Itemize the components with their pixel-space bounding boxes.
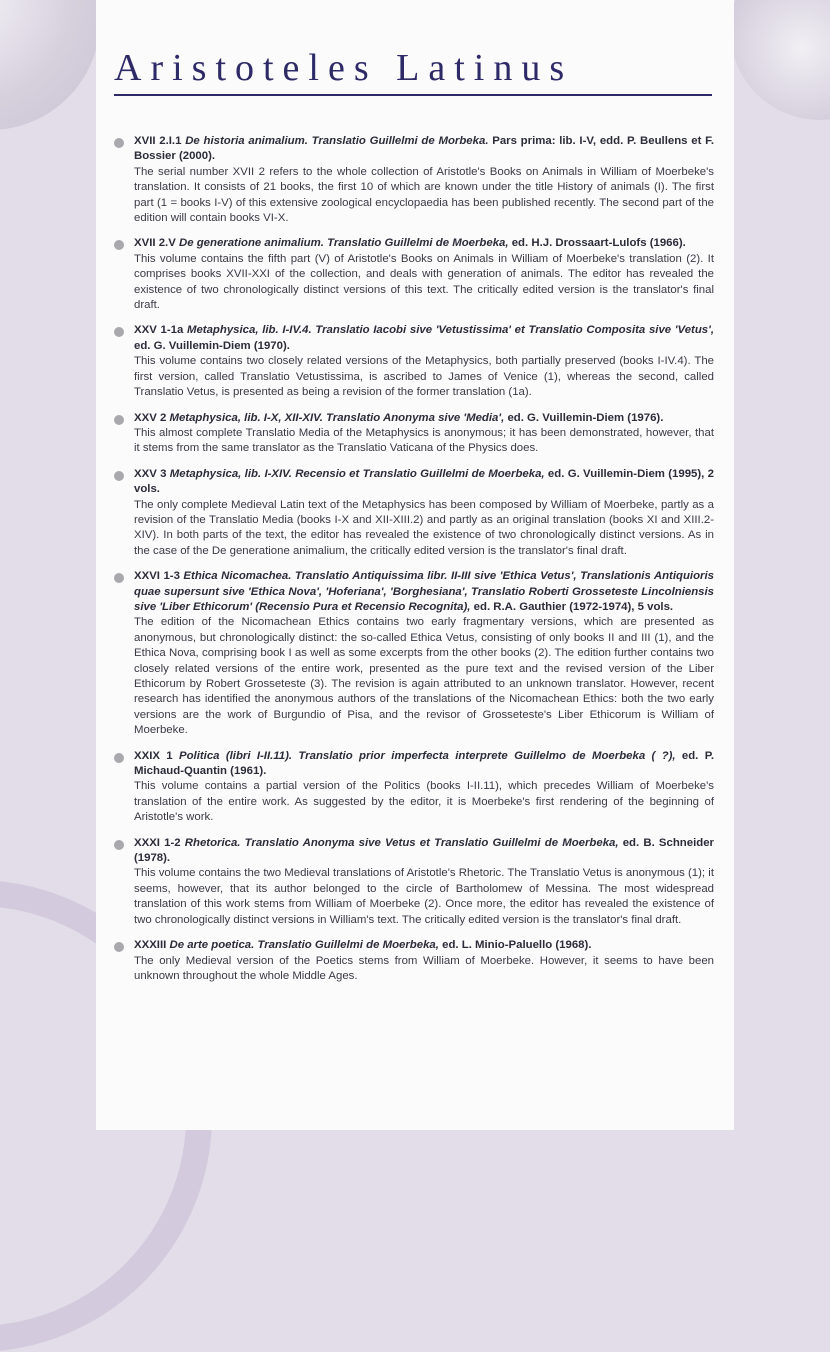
page-title: Aristoteles Latinus [114,47,574,89]
entry-edition: ed. G. Vuillemin-Diem (1970). [134,339,290,352]
entry-number: XXV 1-1a [134,324,184,337]
entry-xxvi-1-3 [118,569,714,738]
entry-number: XXIX 1 [134,749,173,762]
entry-number: XXXI 1-2 [134,836,181,849]
entry-heading [134,749,714,780]
entry-heading [134,569,714,615]
bullet-icon [114,942,124,952]
bullet-icon [114,471,124,481]
entry-heading [134,323,714,354]
bullet-icon [114,573,124,583]
entry-description: The only complete Medieval Latin text of the Metaphysics has been composed by William of Moerbeke, partly as a revision of the Translatio Media (books I-X and XII-XIII.2) and partly as an original translation (books XI and XIII.2-XIV). In both parts of the text, the editor has revealed the existence of two chronologically distinct versions. As in the case of the De generatione animalium, the critically edited version is the translator's final draft. [134,498,714,557]
bullet-icon [114,327,124,337]
entry-number: XVII 2.V [134,237,176,250]
entry-description: The edition of the Nicomachean Ethics contains two early fragmentary versions, which are presented as anonymous, but chronologically distinct: the so-called Ethica Vetus, consisting of only books II and III (1), and the Ethica Nova, comprising book I as well as some excerpts from the other books (2). The edition further contains two closely related versions of the entire work, presented as the pure text and the revised version of the Liber Ethicorum by Robert Grosseteste (3). The revision is again attributed to an unknown translator. However, recent research has identified the anonymous authors of the translations of the Nicomachean Ethics: both the two early versions are the work of Burgundio of Pisa, and the revisor of Grosseteste's Liber Ethicorum is William of Moerbeke. [134,616,714,737]
entry-description: This volume contains the two Medieval translations of Aristotle's Rhetoric. The Translatio Vetus is anonymous (1); it seems, however, that its author belonged to the circle of Bartholomew of Messina. The most widespread translation of this work stems from William of Moerbeke (2). Once more, the editor has revealed the existence of two chronologically distinct versions in William's text. The critically edited version is the translator's final draft. [134,867,714,926]
entry-heading [134,467,714,498]
bullet-icon [114,138,124,148]
entry-description: The serial number XVII 2 refers to the whole collection of Aristotle's Books on Animals in William of Moerbeke's translation. It consists of 21 books, the first 10 of which are known under the title History of animals (I). The first part (1 = books I-V) of this extensive zoological encyclopaedia has been published recently. The second part of the edition will contain books VI-X. [134,165,714,225]
title-rule [114,94,712,96]
decorative-circle-left [0,0,100,130]
entry-work-title: Politica (libri I-II.11). Translatio prior imperfecta interprete Guillelmo de Moerbeka ( ?), [178,749,676,762]
bullet-icon [114,753,124,763]
entry-heading [134,134,714,165]
entry-description: This volume contains a partial version of the Politics (books I-II.11), which precedes William of Moerbeke's translation of the entire work. As suggested by the editor, it is Moerbeke's first rendering of the beginning of Aristotle's work. [134,780,714,824]
entry-work-title: Rhetorica. Translatio Anonyma sive Vetus et Translatio Guillelmi de Moerbeka, [184,836,619,849]
entry-heading [134,411,714,426]
entry-heading [134,938,714,953]
entry-xxxi-1-2 [118,836,714,928]
entry-xvii-2-v [118,236,714,313]
entry-description: This almost complete Translatio Media of the Metaphysics is anonymous; it has been demonstrated, however, that it stems from the same translator as the Translatio Vaticana of the Physics does. [134,426,714,455]
entry-edition: ed. L. Minio-Paluello (1968). [442,939,592,952]
entry-work-title: Metaphysica, lib. I-XIV. Recensio et Translatio Guillelmi de Moerbeka, [169,467,545,480]
entry-edition: Pars prima: lib. I-V, edd. P. Beullens et F. Bossier (2000). [134,135,714,163]
entry-xxv-2 [118,411,714,457]
bullet-icon [114,840,124,850]
entry-xvii-2-i-1 [118,134,714,226]
bullet-icon [114,240,124,250]
entry-edition: ed. B. Schneider (1978). [134,836,714,865]
entry-work-title: Ethica Nicomachea. Translatio Antiquissima libr. II-III sive 'Ethica Vetus', Translationis Antiquioris quae supersunt sive 'Ethica Nova', 'Hoferiana', 'Borghesiana', Translatio Roberti Grosseteste Lincolniensis sive 'Liber Ethicorum' (Recensio Pura et Recensio Recognita), [134,570,714,613]
entry-list [118,134,714,994]
entry-number: XXV 3 [134,467,167,480]
entry-number: XXXIII [134,939,167,952]
entry-description: This volume contains two closely related versions of the Metaphysics, both partially preserved (books I-IV.4). The first version, called Translatio Vetustissima, is ascribed to James of Venice (1), whereas the second, called Translatio Vetus, is presented as being a revision of the former translation (1a). [134,355,714,399]
entry-work-title: De historia animalium. Translatio Guillelmi de Morbeka. [185,135,489,147]
entry-edition: ed. G. Vuillemin-Diem (1976). [507,411,664,424]
entry-work-title: Metaphysica, lib. I-IV.4. Translatio Iacobi sive 'Vetustissima' et Translatio Composita sive 'Vetus', [186,324,714,337]
entry-work-title: De generatione animalium. Translatio Guillelmi de Moerbeka, [178,237,509,250]
entry-work-title: Metaphysica, lib. I-X, XII-XIV. Translatio Anonyma sive 'Media', [169,411,505,424]
entry-edition: ed. R.A. Gauthier (1972-1974), 5 vols. [473,600,674,613]
entry-edition: ed. H.J. Drossaart-Lulofs (1966). [511,237,686,250]
entry-xxv-3 [118,467,714,559]
entry-xxxiii [118,938,714,984]
decorative-circle-right [730,0,830,120]
entry-number: XXV 2 [134,411,167,424]
entry-description: The only Medieval version of the Poetics stems from William of Moerbeke. However, it seems to have been unknown throughout the whole Middle Ages. [134,954,714,982]
entry-number: XXVI 1-3 [134,570,180,583]
bullet-icon [114,415,124,425]
entry-xxix-1 [118,749,714,826]
entry-description: This volume contains the fifth part (V) of Aristotle's Books on Animals in William of Moerbeke's translation (2). It comprises books XVII-XXI of the collection, and deals with generation of animals. The editor has revealed the existence of two chronologically distinct versions of this text. The critically edited version is the translator's final draft. [134,252,714,312]
entry-heading [134,836,714,867]
entry-xxv-1-1a [118,323,714,400]
entry-work-title: De arte poetica. Translatio Guillelmi de Moerbeka, [169,939,439,952]
entry-heading [134,236,714,251]
entry-number: XVII 2.I.1 [134,135,182,147]
entry-edition: ed. G. Vuillemin-Diem (1995), 2 vols. [134,467,714,496]
document-page [96,0,734,1130]
entry-edition: ed. P. Michaud-Quantin (1961). [134,749,714,778]
